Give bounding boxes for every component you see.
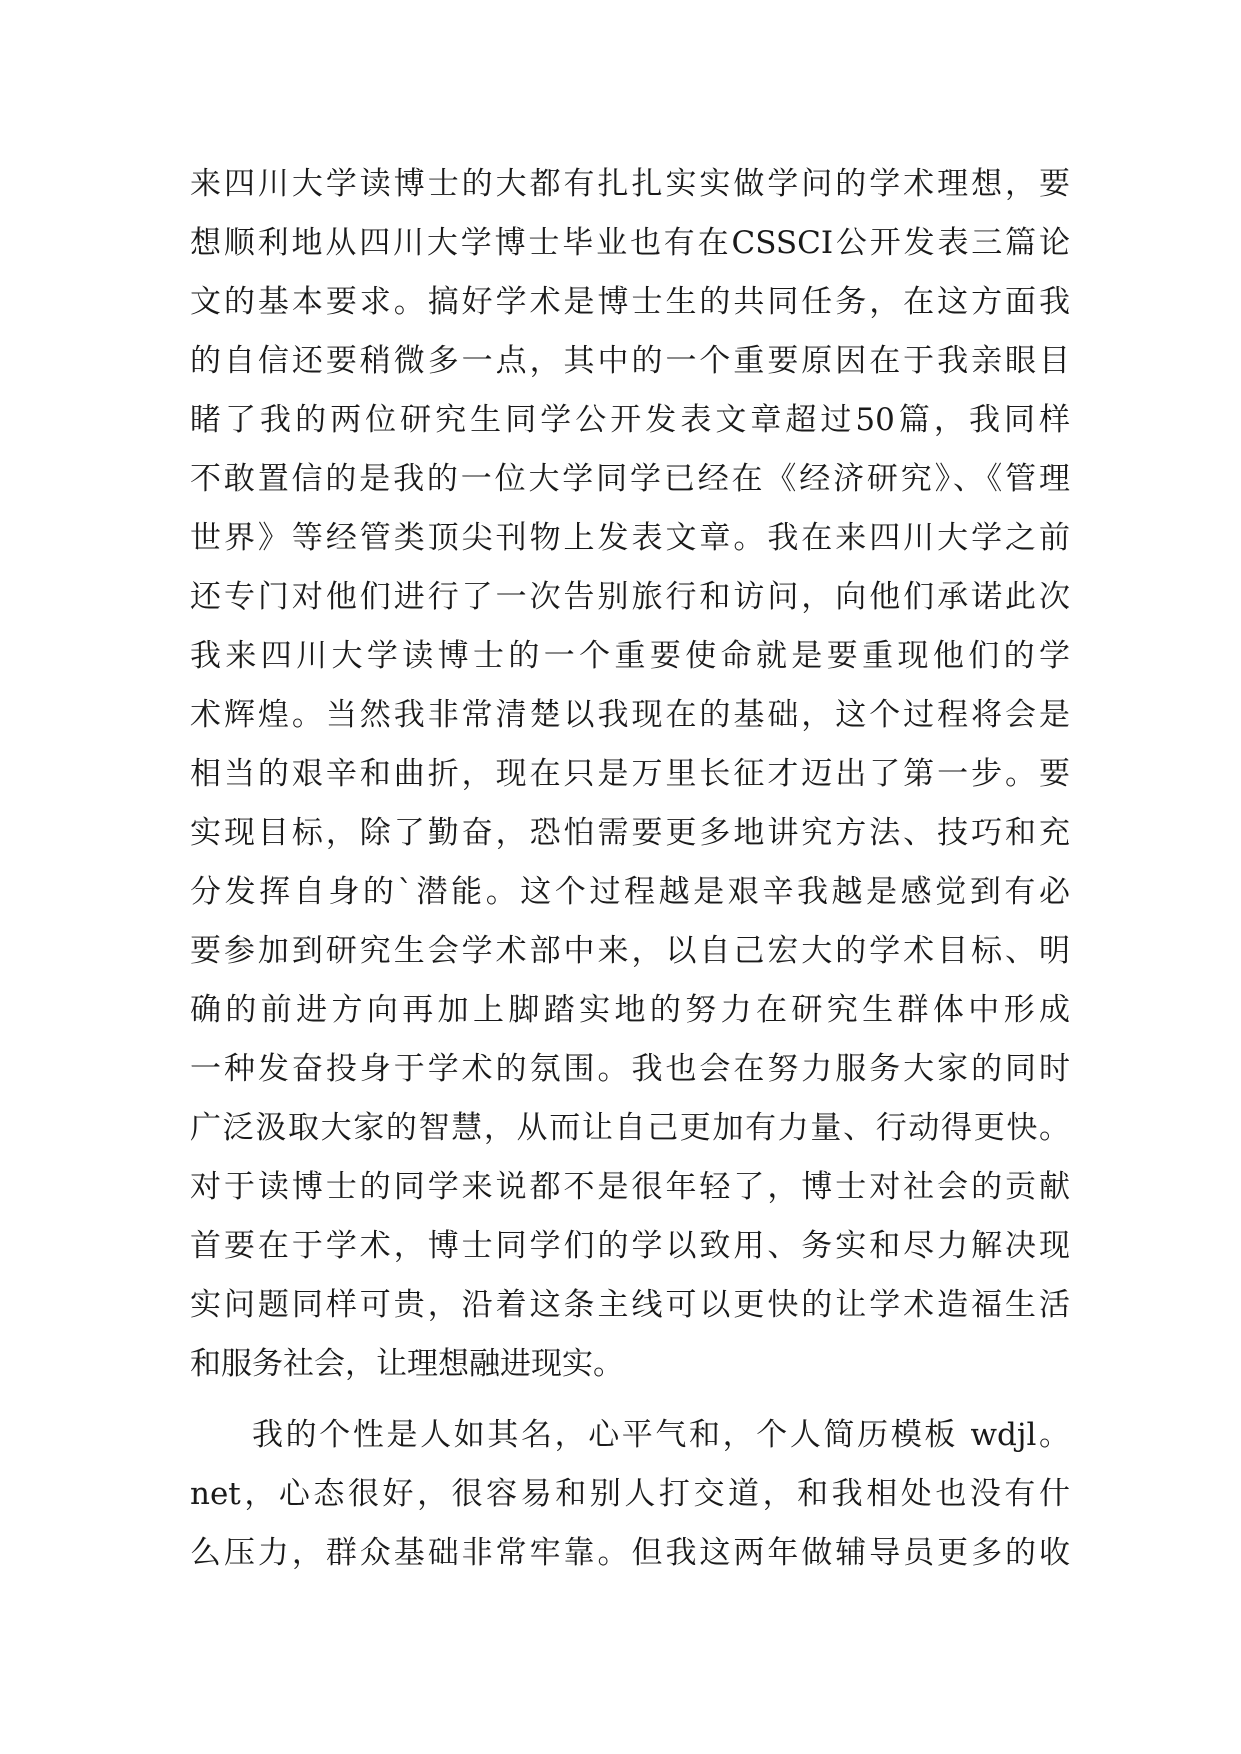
text-line: 么压力，群众基础非常牢靠。但我这两年做辅导员更多的收 [190,1535,1070,1571]
paragraph-2 [190,1406,1070,1583]
text-line: 分发挥自身的`潜能。这个过程越是艰辛我越是感觉到有必 [190,874,1070,910]
text-line: 我的个性是人如其名，心平气和，个人简历模板 wdjl。 [252,1417,1070,1453]
text-line: 不敢置信的是我的一位大学同学已经在《经济研究》、《管理 [190,461,1070,497]
text-line: 睹了我的两位研究生同学公开发表文章超过50篇，我同样 [190,402,1070,438]
text-line: net，心态很好，很容易和别人打交道，和我相处也没有什 [190,1476,1070,1512]
text-line: 和服务社会，让理想融进现实。 [190,1346,624,1382]
text-line: 来四川大学读博士的大都有扎扎实实做学问的学术理想，要 [190,166,1070,202]
text-line: 要参加到研究生会学术部中来，以自己宏大的学术目标、明 [190,933,1070,969]
text-line: 文的基本要求。搞好学术是博士生的共同任务，在这方面我 [190,284,1070,320]
text-line: 的自信还要稍微多一点，其中的一个重要原因在于我亲眼目 [190,343,1070,379]
paragraph-1 [190,155,1070,1394]
text-line: 实问题同样可贵，沿着这条主线可以更快的让学术造福生活 [190,1287,1070,1323]
text-line: 想顺利地从四川大学博士毕业也有在CSSCI公开发表三篇论 [190,225,1070,261]
text-line: 广泛汲取大家的智慧，从而让自己更加有力量、行动得更快。 [190,1110,1070,1146]
text-line: 术辉煌。当然我非常清楚以我现在的基础，这个过程将会是 [190,697,1070,733]
text-line: 首要在于学术，博士同学们的学以致用、务实和尽力解决现 [190,1228,1070,1264]
text-line: 世界》等经管类顶尖刊物上发表文章。我在来四川大学之前 [190,520,1070,556]
text-line: 对于读博士的同学来说都不是很年轻了，博士对社会的贡献 [190,1169,1070,1205]
text-line: 实现目标，除了勤奋，恐怕需要更多地讲究方法、技巧和充 [190,815,1070,851]
text-line: 相当的艰辛和曲折，现在只是万里长征才迈出了第一步。要 [190,756,1070,792]
text-line: 我来四川大学读博士的一个重要使命就是要重现他们的学 [190,638,1070,674]
text-line: 还专门对他们进行了一次告别旅行和访问，向他们承诺此次 [190,579,1070,615]
document-body [190,155,1070,1583]
text-line: 一种发奋投身于学术的氛围。我也会在努力服务大家的同时 [190,1051,1070,1087]
paragraph-gap [190,1394,1070,1406]
text-line: 确的前进方向再加上脚踏实地的努力在研究生群体中形成 [190,992,1070,1028]
